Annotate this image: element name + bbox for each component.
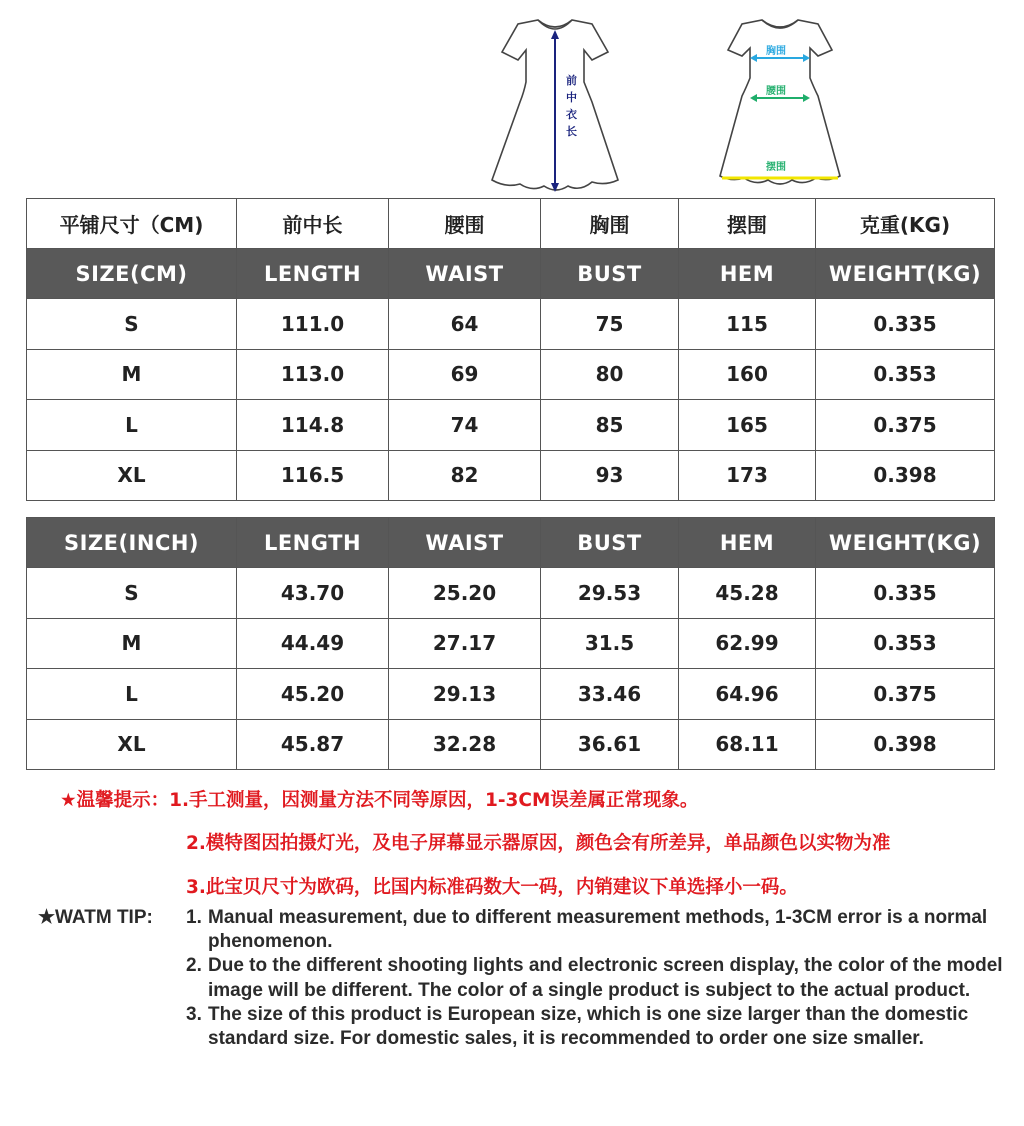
length-label-char-1: 前: [566, 74, 577, 87]
table-cell: 33.46: [541, 669, 679, 719]
table-cell: L: [27, 400, 237, 450]
header-cell: LENGTH: [237, 518, 389, 568]
table-cell: 44.49: [237, 618, 389, 668]
cn-header-cell: 前中长: [237, 199, 389, 249]
length-label-char-4: 长: [566, 125, 577, 138]
table-row: [27, 568, 995, 618]
dress-length-diagram: [480, 12, 630, 198]
table-cell: 32.28: [389, 719, 541, 769]
table-cell: M: [27, 618, 237, 668]
cn-header-cell: 摆围: [679, 199, 816, 249]
header-cell: LENGTH: [237, 249, 389, 299]
header-cell: HEM: [679, 249, 816, 299]
table-cell: 93: [541, 450, 679, 500]
table-row: [27, 349, 995, 399]
table-cell: 75: [541, 299, 679, 349]
table-cell: 45.28: [679, 568, 816, 618]
table-cell: 0.375: [816, 669, 995, 719]
header-cell: HEM: [679, 518, 816, 568]
table-cell: 0.335: [816, 568, 995, 618]
table-cell: 25.20: [389, 568, 541, 618]
bust-label: 胸围: [766, 46, 786, 57]
header-cell: WAIST: [389, 249, 541, 299]
table-cell: 45.87: [237, 719, 389, 769]
en-tip-number: 3.: [186, 1003, 202, 1025]
en-tips-list: [186, 906, 1006, 1051]
table-row: [27, 669, 995, 719]
table-cell: 64: [389, 299, 541, 349]
table-row: [27, 450, 995, 500]
size-table-inch: [26, 517, 995, 770]
table-cell: 111.0: [237, 299, 389, 349]
table-cell: 27.17: [389, 618, 541, 668]
en-tip-text: Manual measurement, due to different measurement methods, 1-3CM error is a normal phenomenon.: [208, 907, 988, 953]
table-cell: 45.20: [237, 669, 389, 719]
length-label-char-2: 中: [566, 91, 577, 104]
table-cell: 114.8: [237, 400, 389, 450]
table-cell: 43.70: [237, 568, 389, 618]
size-table-cm: [26, 198, 995, 501]
table-row: [27, 299, 995, 349]
table-cell: 115: [679, 299, 816, 349]
length-label-char-3: 衣: [566, 108, 577, 121]
table-cell: L: [27, 669, 237, 719]
table-cell: 0.375: [816, 400, 995, 450]
table-row: [27, 400, 995, 450]
header-cell: SIZE(INCH): [27, 518, 237, 568]
table-cell: 80: [541, 349, 679, 399]
cn-tip-1: ★温馨提示：1.手工测量，因测量方法不同等原因，1-3CM误差属正常现象。: [60, 790, 699, 811]
table-cell: 116.5: [237, 450, 389, 500]
cn-header-cell: 平铺尺寸（CM): [27, 199, 237, 249]
list-item: [186, 906, 1006, 954]
table-cm-cn-header-row: [27, 199, 995, 249]
table-cell: 69: [389, 349, 541, 399]
table-row: [27, 719, 995, 769]
dress-circumference-diagram: [710, 12, 850, 188]
table-cell: 160: [679, 349, 816, 399]
table-cm-header-row: [27, 249, 995, 299]
list-item: [186, 954, 1006, 1002]
header-cell: BUST: [541, 518, 679, 568]
table-cell: 62.99: [679, 618, 816, 668]
table-cell: 68.11: [679, 719, 816, 769]
table-cell: 0.353: [816, 618, 995, 668]
table-inch-header-row: [27, 518, 995, 568]
table-cell: S: [27, 299, 237, 349]
table-cell: 82: [389, 450, 541, 500]
table-cell: 31.5: [541, 618, 679, 668]
header-cell: BUST: [541, 249, 679, 299]
table-cell: 0.353: [816, 349, 995, 399]
en-tip-text: The size of this product is European size, which is one size larger than the domestic standard size. For domestic sales, it is recommended to order one size smaller.: [208, 1003, 969, 1050]
table-cell: 36.61: [541, 719, 679, 769]
table-cell: S: [27, 568, 237, 618]
en-tip-text: Due to the different shooting lights and electronic screen display, the color of the model image will be different. The color of a single product is subject to the actual product.: [208, 955, 1003, 1001]
table-cell: 0.335: [816, 299, 995, 349]
table-cell: 29.13: [389, 669, 541, 719]
table-cell: 74: [389, 400, 541, 450]
dress-outline-right: [720, 20, 840, 184]
table-row: [27, 618, 995, 668]
table-cell: 85: [541, 400, 679, 450]
hem-label: 摆围: [766, 162, 786, 173]
table-cell: XL: [27, 450, 237, 500]
table-cell: 29.53: [541, 568, 679, 618]
header-cell: WEIGHT(KG): [816, 518, 995, 568]
dress-diagrams: [0, 6, 1024, 196]
waist-label: 腰围: [766, 86, 786, 97]
table-cell: 0.398: [816, 719, 995, 769]
en-tip-number: 2.: [186, 955, 202, 977]
table-cell: 64.96: [679, 669, 816, 719]
en-tip-number: 1.: [186, 907, 202, 928]
header-cell: WEIGHT(KG): [816, 249, 995, 299]
cn-header-cell: 胸围: [541, 199, 679, 249]
cn-tip-3: 3.此宝贝尺寸为欧码，比国内标准码数大一码，内销建议下单选择小一码。: [186, 877, 798, 898]
table-cell: 113.0: [237, 349, 389, 399]
table-cell: M: [27, 349, 237, 399]
list-item: [186, 1003, 1006, 1051]
table-cell: 0.398: [816, 450, 995, 500]
cn-header-cell: 腰围: [389, 199, 541, 249]
table-cell: 173: [679, 450, 816, 500]
table-cell: 165: [679, 400, 816, 450]
header-cell: WAIST: [389, 518, 541, 568]
cn-header-cell: 克重(KG): [816, 199, 995, 249]
en-tips-label: ★WATM TIP:: [38, 907, 153, 928]
header-cell: SIZE(CM): [27, 249, 237, 299]
table-cell: XL: [27, 719, 237, 769]
cn-tip-2: 2.模特图因拍摄灯光，及电子屏幕显示器原因，颜色会有所差异，单品颜色以实物为准: [186, 833, 891, 854]
